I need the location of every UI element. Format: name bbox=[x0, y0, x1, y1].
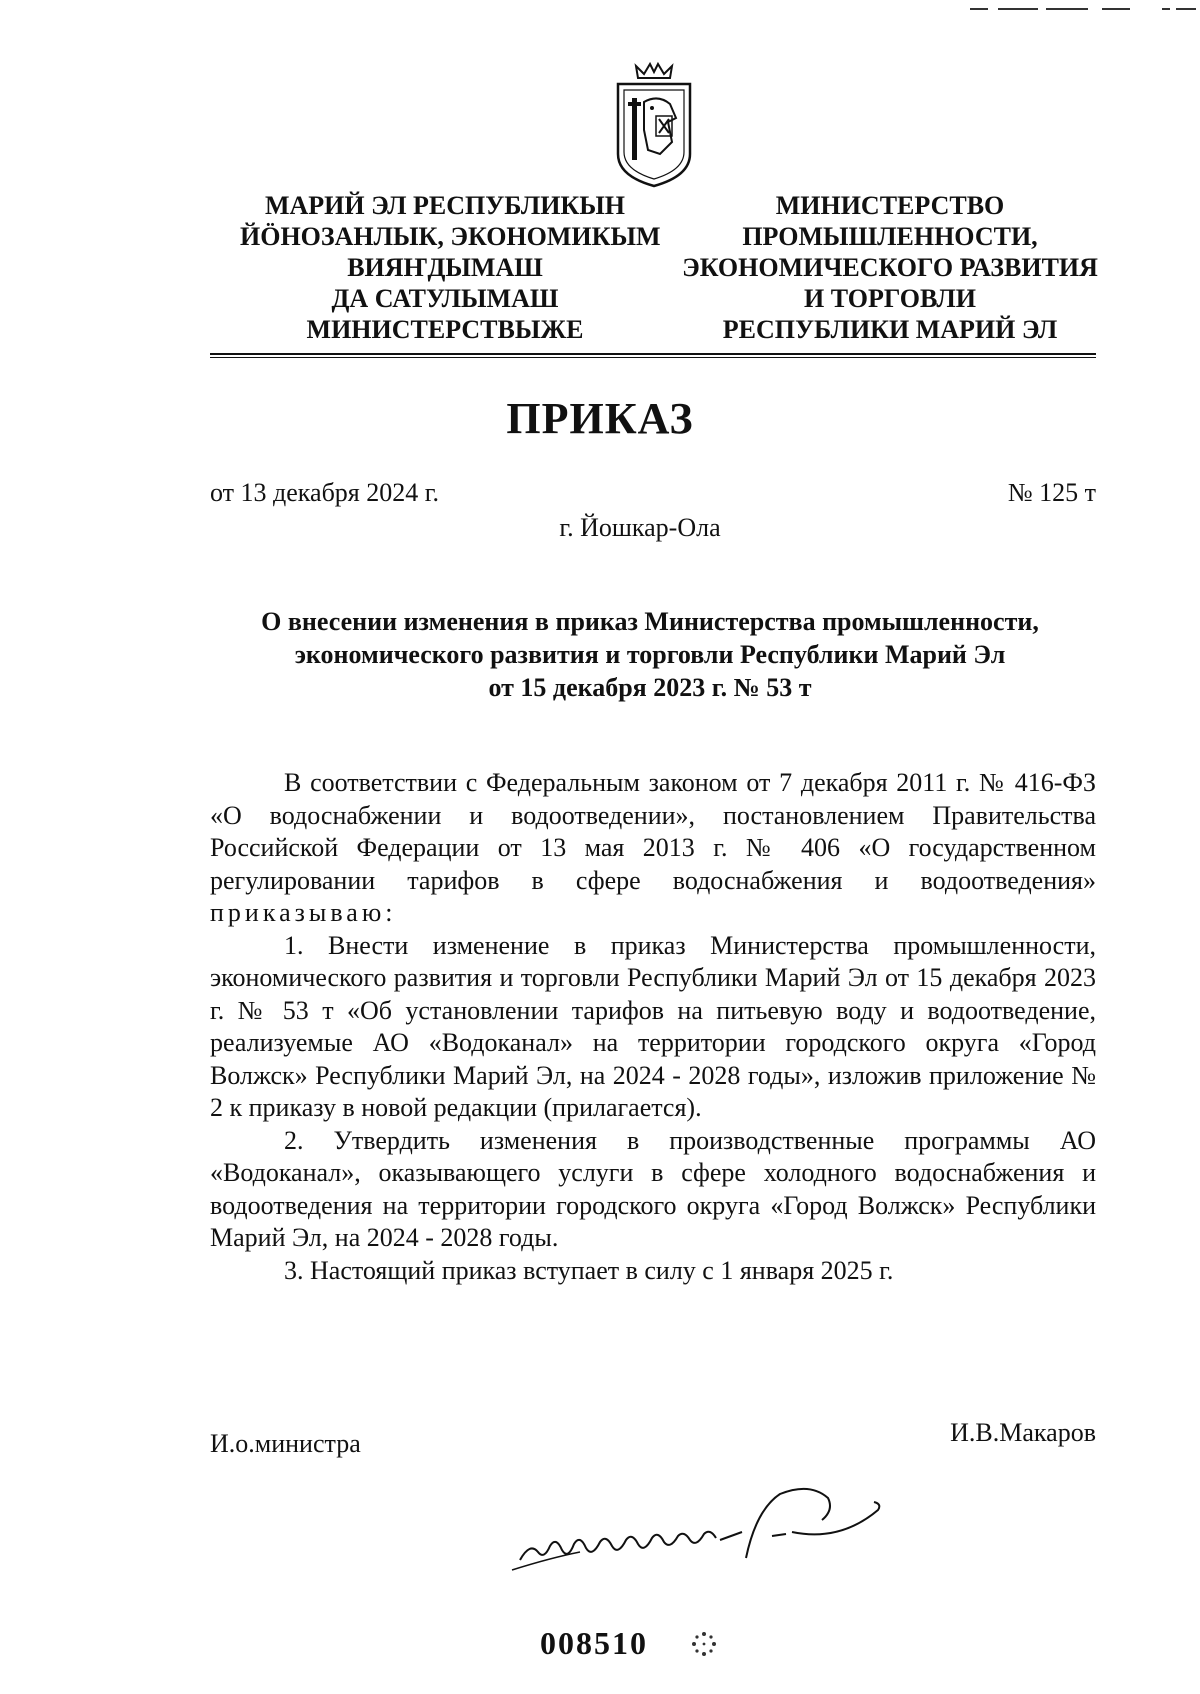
header-right-line: ПРОМЫШЛЕННОСТИ, bbox=[742, 222, 1038, 251]
document-title: ПРИКАЗ bbox=[506, 394, 694, 443]
document-date: от 13 декабря 2024 г. bbox=[210, 478, 439, 507]
signatory-role: И.о.министра bbox=[210, 1429, 361, 1458]
item-1-paragraph: 1. Внести изменение в приказ Министерства промышленности, экономического развития и торговли Республики Марий Эл от 15 декабря 2023 г. № 53 т «Об установлении тарифов на питьевую воду и водоотведение, реализуемые АО «Водоканал» на территории городского округа «Город Волжск» Республики Марий Эл, на 2024 - 2028 годы», изложив приложение № 2 к приказу в новой редакции (прилагается). bbox=[210, 930, 1096, 1122]
header-divider-thin bbox=[210, 357, 1096, 358]
header-right-line: И ТОРГОВЛИ bbox=[804, 284, 976, 313]
header-russian-name bbox=[680, 190, 1100, 345]
header-left-line: МИНИСТЕРСТВЫЖЕ bbox=[306, 315, 584, 344]
document-city: г. Йошкар-Ола bbox=[559, 513, 721, 542]
header-left-line: ЙӦНОЗАНЛЫК, ЭКОНОМИКЫМ bbox=[240, 222, 661, 251]
header-right-line: ЭКОНОМИЧЕСКОГО РАЗВИТИЯ bbox=[682, 253, 1098, 282]
header-right-line: РЕСПУБЛИКИ МАРИЙ ЭЛ bbox=[722, 315, 1058, 344]
item-3-paragraph: 3. Настоящий приказ вступает в силу с 1 января 2025 г. bbox=[284, 1255, 894, 1285]
scan-artifact-marks bbox=[970, 8, 1200, 14]
document-number: № 125 т bbox=[1007, 478, 1096, 507]
registration-number: 008510 bbox=[540, 1625, 648, 1661]
header-mari-name bbox=[240, 190, 661, 345]
subject-line: от 15 декабря 2023 г. № 53 т bbox=[488, 673, 812, 702]
subject-line: О внесении изменения в приказ Министерства промышленности, bbox=[261, 607, 1039, 636]
header-right-line: МИНИСТЕРСТВО bbox=[775, 191, 1005, 220]
header-left-line: ВИЯҤДЫМАШ bbox=[347, 253, 543, 282]
republic-coat-of-arms-icon bbox=[614, 58, 694, 188]
document-body bbox=[210, 767, 1096, 1287]
registration-mark-icon bbox=[690, 1630, 718, 1658]
header-divider bbox=[210, 353, 1096, 355]
header-left-line: МАРИЙ ЭЛ РЕСПУБЛИКЫН bbox=[264, 191, 626, 220]
header-left-line: ДА САТУЛЫМАШ bbox=[331, 284, 559, 313]
signatory-name: И.В.Макаров bbox=[950, 1418, 1096, 1447]
subject-line: экономического развития и торговли Республики Марий Эл bbox=[294, 640, 1006, 669]
item-2-paragraph: 2. Утвердить изменения в производственные программы АО «Водоканал», оказывающего услуги в сфере холодного водоснабжения и водоотведения на территории городского округа «Город Волжск» Республики Марий Эл, на 2024 - 2028 годы. bbox=[210, 1125, 1096, 1252]
handwritten-signature-icon bbox=[510, 1480, 890, 1580]
preamble-paragraph bbox=[210, 767, 1096, 930]
document-subject bbox=[200, 605, 1100, 704]
preamble-text: В соответствии с Федеральным законом от 7 декабря 2011 г. № 416-ФЗ «О водоснабжении и водоотведении», постановлением Правительства Российской Федерации от 13 мая 2013 г. № 406 «О государственном регулировании тарифов в сфере водоснабжения и водоотведения» bbox=[210, 768, 1096, 895]
order-word: приказываю: bbox=[210, 898, 397, 927]
